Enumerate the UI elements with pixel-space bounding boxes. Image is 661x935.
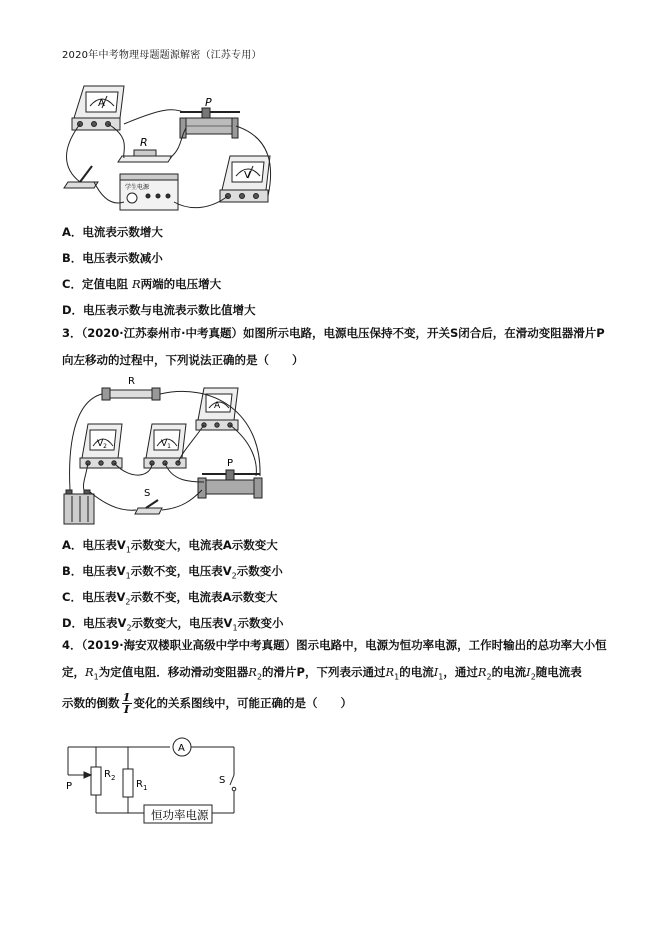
q3-circuit-figure — [62, 372, 272, 527]
q2-resistor-label: R — [140, 136, 148, 149]
q2-option-a: A．电流表示数增大 — [62, 225, 163, 239]
q3-option-c: C．电压表$V_2$示数不变，电流表A示数变大 — [62, 590, 278, 607]
page-header: 2020年中考物理母题题源解密（江苏专用） — [62, 50, 262, 61]
q4-p-label: P — [66, 781, 73, 792]
q4-s-label: S — [219, 775, 226, 786]
q3-switch-label: S — [144, 488, 151, 499]
q2-voltmeter-label: V — [244, 170, 251, 181]
q2-circuit-figure — [62, 78, 282, 218]
q4-r1-label: $R_1$ — [136, 779, 148, 792]
q3-stem: 3．（2020·江苏泰州市·中考真题）如图所示电路，电源电压保持不变，开关S闭合后，在滑动变阻器滑片P 向左移动的过程中，下列说法正确的是（ ） — [62, 326, 605, 367]
q4-fraction: $\frac{1}{I}$ — [122, 690, 131, 717]
q3-v1-label: $V_1$ — [161, 439, 171, 450]
q3-v2-label: $V_2$ — [97, 439, 107, 450]
q3-slider-label: P — [227, 458, 234, 469]
q4-circuit-figure — [62, 735, 247, 830]
q2-slider-label: P — [205, 96, 212, 109]
q2-option-d: D．电压表示数与电流表示数比值增大 — [62, 303, 256, 317]
q2-option-b: B．电压表示数减小 — [62, 251, 163, 265]
q4-ammeter-label: A — [178, 743, 185, 754]
q2-power-label: 学生电源 — [125, 184, 150, 191]
q3-option-a: A．电压表$V_1$示数变大，电流表A示数变大 — [62, 538, 278, 555]
q3-ammeter-label: A — [214, 401, 221, 411]
q2-option-c: C．定值电阻 R两端的电压增大 — [62, 277, 222, 291]
q4-stem: 4．（2019·海安双楼职业高级中学中考真题）图示电路中，电源为恒功率电源，工作时输出的总功率大小恒 定，$R_1$为定值电阻．移动滑动变阻器$R_2$的滑片P，下列表示通过$R_1$的电流$I_1$，通过$R_2$的电流$I_2$随电流表 示数的倒数 $\frac{1}{I}$ 变化的关系图线中，可能正确的是（ ） — [62, 638, 607, 717]
q3-option-d: D．电压表$V_2$示数变大，电压表$V_1$示数变小 — [62, 616, 284, 633]
q4-r2-label: $R_2$ — [104, 769, 116, 782]
q4-source-label: 恒功率电源 — [151, 808, 209, 822]
q3-resistor-label: R — [128, 376, 135, 387]
q2-ammeter-label: A — [98, 98, 105, 109]
q3-option-b: B．电压表$V_1$示数不变，电压表$V_2$示数变小 — [62, 564, 283, 581]
